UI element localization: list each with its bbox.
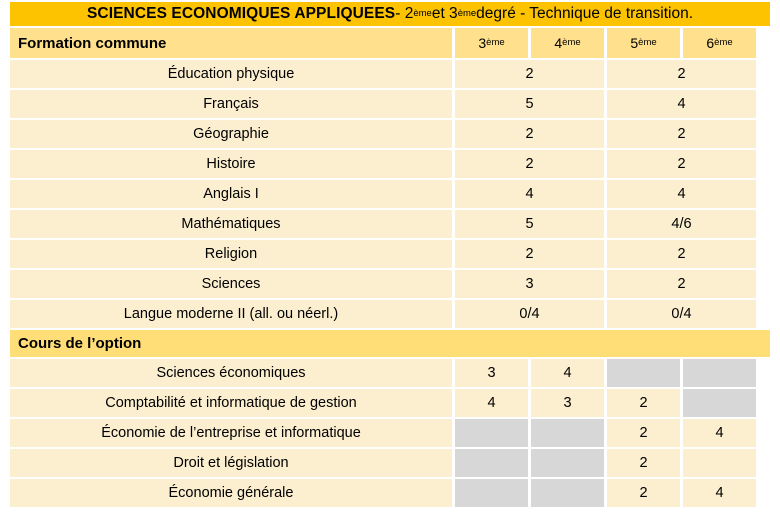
course-hours-cell: 2 xyxy=(607,270,756,298)
course-empty-cell xyxy=(455,419,528,447)
course-label: Économie de l’entreprise et informatique xyxy=(10,419,452,447)
course-empty-cell xyxy=(531,449,604,477)
course-hours-cell: 2 xyxy=(455,60,604,88)
course-hours-cell: 0/4 xyxy=(607,300,756,328)
course-label: Mathématiques xyxy=(10,210,452,238)
course-hours-cell: 2 xyxy=(607,240,756,268)
course-hours-cell: 2 xyxy=(455,240,604,268)
course-label: Anglais I xyxy=(10,180,452,208)
column-header-3eme: 3 ème xyxy=(455,28,528,58)
course-hours-cell: 3 xyxy=(455,270,604,298)
course-label: Langue moderne II (all. ou néerl.) xyxy=(10,300,452,328)
course-hours-cell: 5 xyxy=(455,210,604,238)
course-hours-cell: 3 xyxy=(455,359,528,387)
course-empty-cell xyxy=(683,359,756,387)
course-label: Français xyxy=(10,90,452,118)
course-empty-cell xyxy=(683,389,756,417)
page-title-strong: SCIENCES ECONOMIQUES APPLIQUEES xyxy=(86,5,396,22)
course-empty-cell xyxy=(531,419,604,447)
column-header-6eme: 6 ème xyxy=(683,28,756,58)
page-title-rest-a: - 2 xyxy=(395,5,414,22)
course-hours-cell: 3 xyxy=(531,389,604,417)
course-hours-cell: 2 xyxy=(607,60,756,88)
course-empty-cell xyxy=(607,359,680,387)
column-header-6eme-num: 6 xyxy=(706,35,715,51)
table-row xyxy=(10,240,770,268)
table-row xyxy=(10,90,770,118)
course-label: Géographie xyxy=(10,120,452,148)
course-empty-cell xyxy=(455,479,528,507)
course-label: Religion xyxy=(10,240,452,268)
formation-commune-rows xyxy=(10,60,770,328)
page-title: SCIENCES ECONOMIQUES APPLIQUEES - 2 ème et 3 ème degré - Technique de transition. xyxy=(10,2,770,26)
section-header-fill xyxy=(452,330,770,357)
course-hours-cell: 5 xyxy=(455,90,604,118)
course-label: Histoire xyxy=(10,150,452,178)
table-row xyxy=(10,479,770,507)
table-row xyxy=(10,359,770,387)
course-empty-cell xyxy=(531,479,604,507)
course-hours-cell: 2 xyxy=(455,150,604,178)
course-hours-cell: 4 xyxy=(455,389,528,417)
course-hours-cell: 4 xyxy=(683,479,756,507)
course-hours-cell: 2 xyxy=(607,389,680,417)
column-header-5eme: 5 ème xyxy=(607,28,680,58)
course-table xyxy=(10,28,770,509)
page-title-rest-b: et 3 xyxy=(431,5,458,22)
table-row xyxy=(10,210,770,238)
course-label: Sciences économiques xyxy=(10,359,452,387)
course-hours-cell: 2 xyxy=(607,449,680,477)
table-row xyxy=(10,300,770,328)
table-row xyxy=(10,60,770,88)
table-row xyxy=(10,270,770,298)
table-row xyxy=(10,419,770,447)
column-header-4eme-num: 4 xyxy=(554,35,563,51)
table-row xyxy=(10,180,770,208)
section-title-formation-commune: Formation commune xyxy=(10,28,452,58)
course-label: Droit et législation xyxy=(10,449,452,477)
table-row xyxy=(10,389,770,417)
course-hours-cell: 2 xyxy=(607,419,680,447)
course-hours-cell xyxy=(683,449,756,477)
course-empty-cell xyxy=(455,449,528,477)
course-label: Éducation physique xyxy=(10,60,452,88)
table-header-row xyxy=(10,28,770,58)
column-header-3eme-num: 3 xyxy=(478,35,487,51)
course-hours-cell: 2 xyxy=(607,120,756,148)
course-hours-cell: 4 xyxy=(607,90,756,118)
course-hours-cell: 4 xyxy=(455,180,604,208)
course-hours-cell: 2 xyxy=(607,479,680,507)
course-hours-cell: 4/6 xyxy=(607,210,756,238)
course-label: Sciences xyxy=(10,270,452,298)
table-row xyxy=(10,150,770,178)
column-header-4eme: 4 ème xyxy=(531,28,604,58)
table-row xyxy=(10,449,770,477)
column-header-5eme-num: 5 xyxy=(630,35,639,51)
course-hours-cell: 2 xyxy=(607,150,756,178)
cours-option-rows xyxy=(10,359,770,507)
course-hours-cell: 4 xyxy=(683,419,756,447)
course-hours-cell: 4 xyxy=(607,180,756,208)
section-header-cours-option xyxy=(10,330,770,357)
course-hours-cell: 4 xyxy=(531,359,604,387)
section-title-cours-option: Cours de l’option xyxy=(10,330,452,357)
course-label: Comptabilité et informatique de gestion xyxy=(10,389,452,417)
course-label: Économie générale xyxy=(10,479,452,507)
course-hours-cell: 2 xyxy=(455,120,604,148)
course-hours-cell: 0/4 xyxy=(455,300,604,328)
page-title-rest-c: degré - Technique de transition. xyxy=(476,5,694,22)
table-row xyxy=(10,120,770,148)
